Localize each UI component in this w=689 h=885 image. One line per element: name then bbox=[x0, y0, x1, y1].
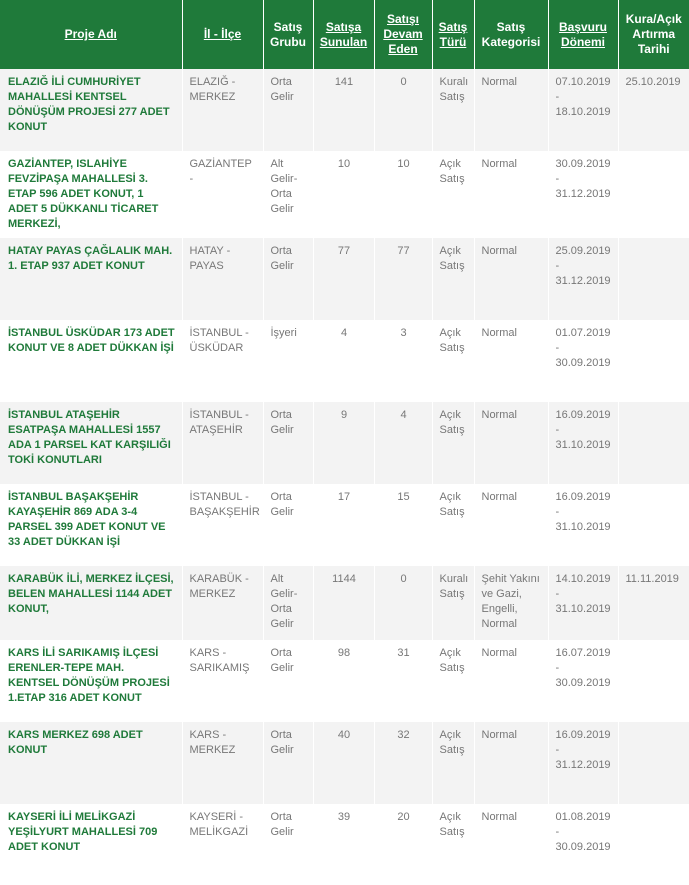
sales-group-cell: Orta Gelir bbox=[263, 640, 313, 722]
application-period-cell: 16.09.2019 - 31.10.2019 bbox=[548, 484, 618, 566]
offered-count-cell: 9 bbox=[313, 402, 374, 484]
project-name-link[interactable]: ELAZIĞ İLİ CUMHURİYET MAHALLESİ KENTSEL DÖNÜŞÜM PROJESİ 277 ADET KONUT bbox=[0, 69, 182, 151]
sale-category-cell: Normal bbox=[474, 69, 548, 151]
remaining-count-cell: 0 bbox=[374, 566, 432, 640]
sale-type-cell: Kuralı Satış bbox=[432, 69, 474, 151]
table-row[interactable] bbox=[0, 320, 689, 402]
sale-category-cell: Normal bbox=[474, 484, 548, 566]
lottery-date-cell bbox=[618, 804, 689, 885]
application-period-cell: 16.09.2019 - 31.10.2019 bbox=[548, 402, 618, 484]
table-row[interactable] bbox=[0, 722, 689, 804]
header-proje-adi[interactable]: Proje Adı bbox=[0, 0, 182, 69]
project-name-link[interactable]: HATAY PAYAS ÇAĞLALIK MAH. 1. ETAP 937 ADET KONUT bbox=[0, 238, 182, 320]
header-satis-kategorisi: Satış Kategorisi bbox=[474, 0, 548, 69]
offered-count-cell: 39 bbox=[313, 804, 374, 885]
lottery-date-cell bbox=[618, 238, 689, 320]
sales-group-cell: Orta Gelir bbox=[263, 238, 313, 320]
sale-category-cell: Normal bbox=[474, 402, 548, 484]
sales-group-cell: İşyeri bbox=[263, 320, 313, 402]
table-row[interactable] bbox=[0, 804, 689, 885]
location-cell: KAYSERİ - MELİKGAZİ bbox=[182, 804, 263, 885]
lottery-date-cell bbox=[618, 320, 689, 402]
sales-group-cell: Alt Gelir-Orta Gelir bbox=[263, 566, 313, 640]
project-name-link[interactable]: KARS MERKEZ 698 ADET KONUT bbox=[0, 722, 182, 804]
project-name-link[interactable]: KARABÜK İLİ, MERKEZ İLÇESİ, BELEN MAHALLESİ 1144 ADET KONUT, bbox=[0, 566, 182, 640]
sales-group-cell: Alt Gelir-Orta Gelir bbox=[263, 151, 313, 238]
lottery-date-cell bbox=[618, 151, 689, 238]
sales-group-cell: Orta Gelir bbox=[263, 804, 313, 885]
remaining-count-cell: 0 bbox=[374, 69, 432, 151]
remaining-count-cell: 77 bbox=[374, 238, 432, 320]
remaining-count-cell: 10 bbox=[374, 151, 432, 238]
sale-type-cell: Açık Satış bbox=[432, 804, 474, 885]
location-cell: KARS - SARIKAMIŞ bbox=[182, 640, 263, 722]
remaining-count-cell: 3 bbox=[374, 320, 432, 402]
remaining-count-cell: 20 bbox=[374, 804, 432, 885]
offered-count-cell: 10 bbox=[313, 151, 374, 238]
project-name-link[interactable]: KARS İLİ SARIKAMIŞ İLÇESİ ERENLER-TEPE MAH. KENTSEL DÖNÜŞÜM PROJESİ 1.ETAP 316 ADET KONUT bbox=[0, 640, 182, 722]
lottery-date-cell bbox=[618, 402, 689, 484]
offered-count-cell: 4 bbox=[313, 320, 374, 402]
lottery-date-cell: 25.10.2019 bbox=[618, 69, 689, 151]
table-row[interactable] bbox=[0, 238, 689, 320]
location-cell: İSTANBUL - ÜSKÜDAR bbox=[182, 320, 263, 402]
table-row[interactable] bbox=[0, 640, 689, 722]
sale-type-cell: Açık Satış bbox=[432, 484, 474, 566]
table-row[interactable] bbox=[0, 151, 689, 238]
sale-type-cell: Açık Satış bbox=[432, 640, 474, 722]
lottery-date-cell: 11.11.2019 bbox=[618, 566, 689, 640]
remaining-count-cell: 32 bbox=[374, 722, 432, 804]
sales-group-cell: Orta Gelir bbox=[263, 69, 313, 151]
location-cell: HATAY - PAYAS bbox=[182, 238, 263, 320]
remaining-count-cell: 31 bbox=[374, 640, 432, 722]
application-period-cell: 16.09.2019 - 31.12.2019 bbox=[548, 722, 618, 804]
project-name-link[interactable]: GAZİANTEP, ISLAHİYE FEVZİPAŞA MAHALLESİ 3. ETAP 596 ADET KONUT, 1 ADET 5 DÜKKANLI TİCARET MERKEZİ, bbox=[0, 151, 182, 238]
sale-category-cell: Normal bbox=[474, 722, 548, 804]
project-name-link[interactable]: KAYSERİ İLİ MELİKGAZİ YEŞİLYURT MAHALLESİ 709 ADET KONUT bbox=[0, 804, 182, 885]
offered-count-cell: 141 bbox=[313, 69, 374, 151]
application-period-cell: 14.10.2019 - 31.10.2019 bbox=[548, 566, 618, 640]
sale-category-cell: Normal bbox=[474, 640, 548, 722]
location-cell: GAZİANTEP - bbox=[182, 151, 263, 238]
header-il-ilce[interactable]: İl - İlçe bbox=[182, 0, 263, 69]
lottery-date-cell bbox=[618, 484, 689, 566]
header-satisi-devam-eden[interactable]: Satışı Devam Eden bbox=[374, 0, 432, 69]
location-cell: İSTANBUL - BAŞAKŞEHİR bbox=[182, 484, 263, 566]
sale-category-cell: Normal bbox=[474, 151, 548, 238]
project-name-link[interactable]: İSTANBUL BAŞAKŞEHİR KAYAŞEHİR 869 ADA 3-4 PARSEL 399 ADET KONUT VE 33 ADET DÜKKAN İŞİ bbox=[0, 484, 182, 566]
lottery-date-cell bbox=[618, 640, 689, 722]
sale-type-cell: Açık Satış bbox=[432, 402, 474, 484]
application-period-cell: 07.10.2019 - 18.10.2019 bbox=[548, 69, 618, 151]
lottery-date-cell bbox=[618, 722, 689, 804]
sale-category-cell: Normal bbox=[474, 804, 548, 885]
sale-type-cell: Açık Satış bbox=[432, 151, 474, 238]
sale-type-cell: Kuralı Satış bbox=[432, 566, 474, 640]
table-row[interactable] bbox=[0, 402, 689, 484]
table-header-row bbox=[0, 0, 689, 69]
table-row[interactable] bbox=[0, 69, 689, 151]
header-kura-tarihi: Kura/Açık Artırma Tarihi bbox=[618, 0, 689, 69]
header-basvuru-donemi[interactable]: Başvuru Dönemi bbox=[548, 0, 618, 69]
sales-group-cell: Orta Gelir bbox=[263, 402, 313, 484]
location-cell: ELAZIĞ - MERKEZ bbox=[182, 69, 263, 151]
table-row[interactable] bbox=[0, 566, 689, 640]
location-cell: İSTANBUL - ATAŞEHİR bbox=[182, 402, 263, 484]
sale-category-cell: Şehit Yakını ve Gazi, Engelli, Normal bbox=[474, 566, 548, 640]
sale-type-cell: Açık Satış bbox=[432, 238, 474, 320]
offered-count-cell: 98 bbox=[313, 640, 374, 722]
sale-type-cell: Açık Satış bbox=[432, 722, 474, 804]
location-cell: KARS - MERKEZ bbox=[182, 722, 263, 804]
header-satis-turu[interactable]: Satış Türü bbox=[432, 0, 474, 69]
offered-count-cell: 77 bbox=[313, 238, 374, 320]
application-period-cell: 01.07.2019 - 30.09.2019 bbox=[548, 320, 618, 402]
sales-group-cell: Orta Gelir bbox=[263, 722, 313, 804]
sales-group-cell: Orta Gelir bbox=[263, 484, 313, 566]
application-period-cell: 16.07.2019 - 30.09.2019 bbox=[548, 640, 618, 722]
table-row[interactable] bbox=[0, 484, 689, 566]
offered-count-cell: 1144 bbox=[313, 566, 374, 640]
application-period-cell: 30.09.2019 - 31.12.2019 bbox=[548, 151, 618, 238]
application-period-cell: 25.09.2019 - 31.12.2019 bbox=[548, 238, 618, 320]
sale-category-cell: Normal bbox=[474, 320, 548, 402]
location-cell: KARABÜK - MERKEZ bbox=[182, 566, 263, 640]
header-satisa-sunulan[interactable]: Satışa Sunulan bbox=[313, 0, 374, 69]
application-period-cell: 01.08.2019 - 30.09.2019 bbox=[548, 804, 618, 885]
offered-count-cell: 40 bbox=[313, 722, 374, 804]
header-satis-grubu: Satış Grubu bbox=[263, 0, 313, 69]
project-name-link[interactable]: İSTANBUL ÜSKÜDAR 173 ADET KONUT VE 8 ADET DÜKKAN İŞİ bbox=[0, 320, 182, 402]
sale-type-cell: Açık Satış bbox=[432, 320, 474, 402]
sale-category-cell: Normal bbox=[474, 238, 548, 320]
offered-count-cell: 17 bbox=[313, 484, 374, 566]
project-name-link[interactable]: İSTANBUL ATAŞEHİR ESATPAŞA MAHALLESİ 1557 ADA 1 PARSEL KAT KARŞILIĞI TOKİ KONUTLARI bbox=[0, 402, 182, 484]
remaining-count-cell: 15 bbox=[374, 484, 432, 566]
remaining-count-cell: 4 bbox=[374, 402, 432, 484]
